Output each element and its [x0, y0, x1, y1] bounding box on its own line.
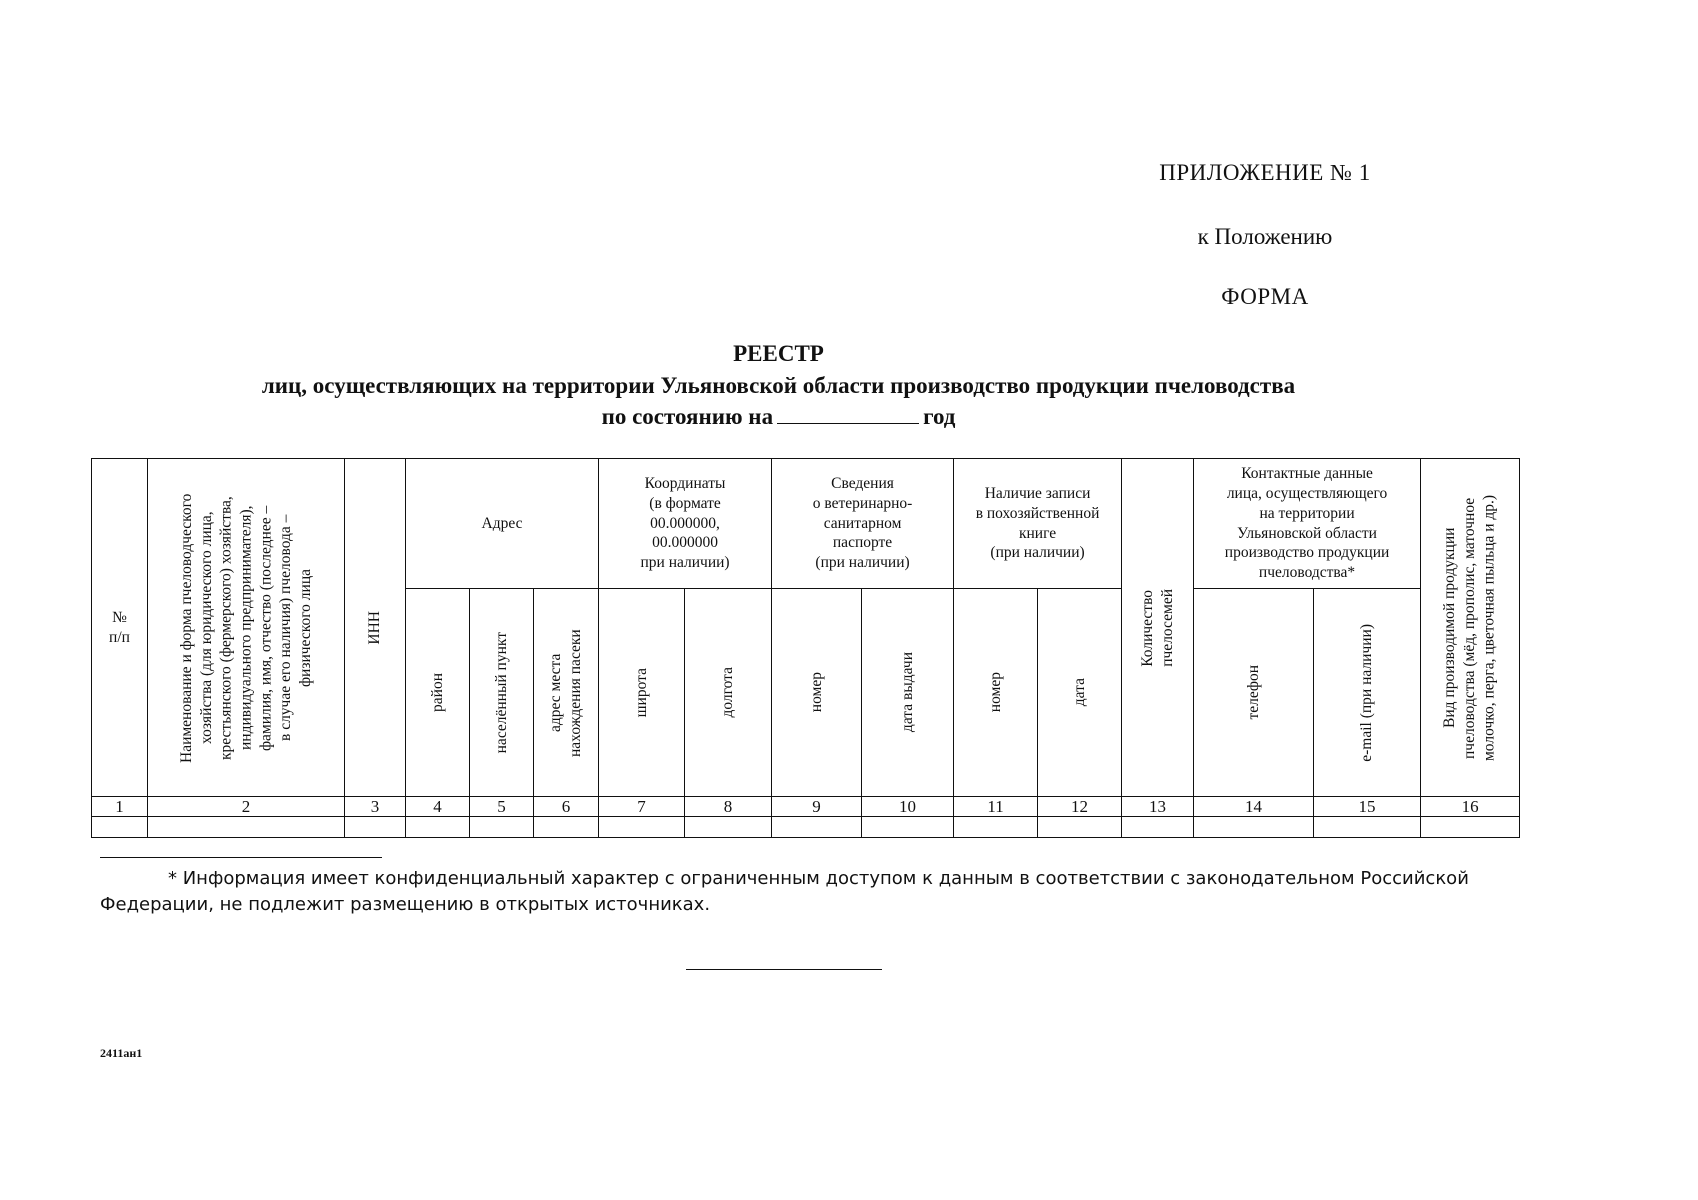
- column-number: 9: [772, 797, 862, 817]
- register-date-line: [0, 404, 1557, 430]
- table-cell[interactable]: [1421, 817, 1520, 838]
- end-divider: [686, 969, 882, 970]
- table-cell[interactable]: [1038, 817, 1122, 838]
- table-cell[interactable]: [599, 817, 685, 838]
- header-entity-name: Наименование и форма пчеловодческого хозяйства (для юридического лица, крестьянского (фермерского) хозяйства, индивидуального предпринимателя), фамилия, имя, отчество (последнее – в случае его наличия) пчеловода – физического лица: [148, 459, 345, 797]
- register-subtitle: лиц, осуществляющих на территории Ульяновской области производство продукции пчеловодства: [261, 373, 1296, 398]
- column-number: 2: [148, 797, 345, 817]
- column-number: 7: [599, 797, 685, 817]
- header-household-date: дата: [1038, 589, 1122, 797]
- header-number: [92, 459, 148, 797]
- header-household-number: номер: [954, 589, 1038, 797]
- table-cell[interactable]: [345, 817, 406, 838]
- header-apiary-address: адрес места нахождения пасеки: [534, 589, 599, 797]
- header-passport-date: дата выдачи: [862, 589, 954, 797]
- header-household-book: Наличие записи в похозяйственной книге (при наличии): [954, 459, 1122, 589]
- column-number: 16: [1421, 797, 1520, 817]
- footnote-divider: [100, 857, 382, 858]
- table-cell[interactable]: [954, 817, 1038, 838]
- column-number: 4: [406, 797, 470, 817]
- table-number-row: [92, 797, 1520, 817]
- date-suffix: год: [923, 404, 956, 429]
- header-passport-number: номер: [772, 589, 862, 797]
- column-number: 3: [345, 797, 406, 817]
- column-number: 11: [954, 797, 1038, 817]
- header-coordinates: Координаты (в формате 00.000000, 00.000000 при наличии): [599, 459, 772, 589]
- form-label: ФОРМА: [1221, 284, 1309, 309]
- table-cell[interactable]: [1194, 817, 1314, 838]
- header-contacts: Контактные данные лица, осуществляющего на территории Ульяновской области производство продукции пчеловодства*: [1194, 459, 1421, 589]
- header-inn: ИНН: [345, 459, 406, 797]
- header-product-type: Вид производимой продукции пчеловодства (мёд, прополис, маточное молочко, перга, цветочная пыльца и др.): [1421, 459, 1520, 797]
- date-blank-field[interactable]: [777, 405, 919, 424]
- column-number: 1: [92, 797, 148, 817]
- header-vet-passport: Сведения о ветеринарно- санитарном паспорте (при наличии): [772, 459, 954, 589]
- header-number-line-1: №: [112, 608, 127, 626]
- document-code: 2411ан1: [100, 1046, 143, 1060]
- header-phone: телефон: [1194, 589, 1314, 797]
- table-cell[interactable]: [1122, 817, 1194, 838]
- table-row-empty: [92, 817, 1520, 838]
- table-cell[interactable]: [148, 817, 345, 838]
- date-prefix: по состоянию на: [601, 404, 774, 429]
- table-cell[interactable]: [92, 817, 148, 838]
- header-district: район: [406, 589, 470, 797]
- appendix-title: ПРИЛОЖЕНИЕ № 1: [1159, 160, 1371, 185]
- column-number: 14: [1194, 797, 1314, 817]
- header-locality: населённый пункт: [470, 589, 534, 797]
- register-title: РЕЕСТР: [733, 341, 824, 366]
- column-number: 6: [534, 797, 599, 817]
- header-email: e-mail (при наличии): [1314, 589, 1421, 797]
- register-table: [91, 458, 1520, 838]
- table-cell[interactable]: [1314, 817, 1421, 838]
- table-cell[interactable]: [685, 817, 772, 838]
- table-header-row-1: [92, 459, 1520, 589]
- column-number: 10: [862, 797, 954, 817]
- column-number: 12: [1038, 797, 1122, 817]
- table-cell[interactable]: [470, 817, 534, 838]
- table-cell[interactable]: [772, 817, 862, 838]
- footnote: * Информация имеет конфиденциальный характер с ограниченным доступом к данным в соответствии с законодательном Российской Федерации, не подлежит размещению в открытых источниках.: [100, 868, 1469, 915]
- header-colonies: Количество пчелосемей: [1122, 459, 1194, 797]
- table-cell[interactable]: [406, 817, 470, 838]
- header-latitude: широта: [599, 589, 685, 797]
- column-number: 15: [1314, 797, 1421, 817]
- table-cell[interactable]: [862, 817, 954, 838]
- column-number: 8: [685, 797, 772, 817]
- table-cell[interactable]: [534, 817, 599, 838]
- column-number: 5: [470, 797, 534, 817]
- header-address: Адрес: [406, 459, 599, 589]
- appendix-subtitle: к Положению: [1197, 224, 1333, 249]
- header-number-line-2: п/п: [109, 628, 130, 646]
- column-number: 13: [1122, 797, 1194, 817]
- header-longitude: долгота: [685, 589, 772, 797]
